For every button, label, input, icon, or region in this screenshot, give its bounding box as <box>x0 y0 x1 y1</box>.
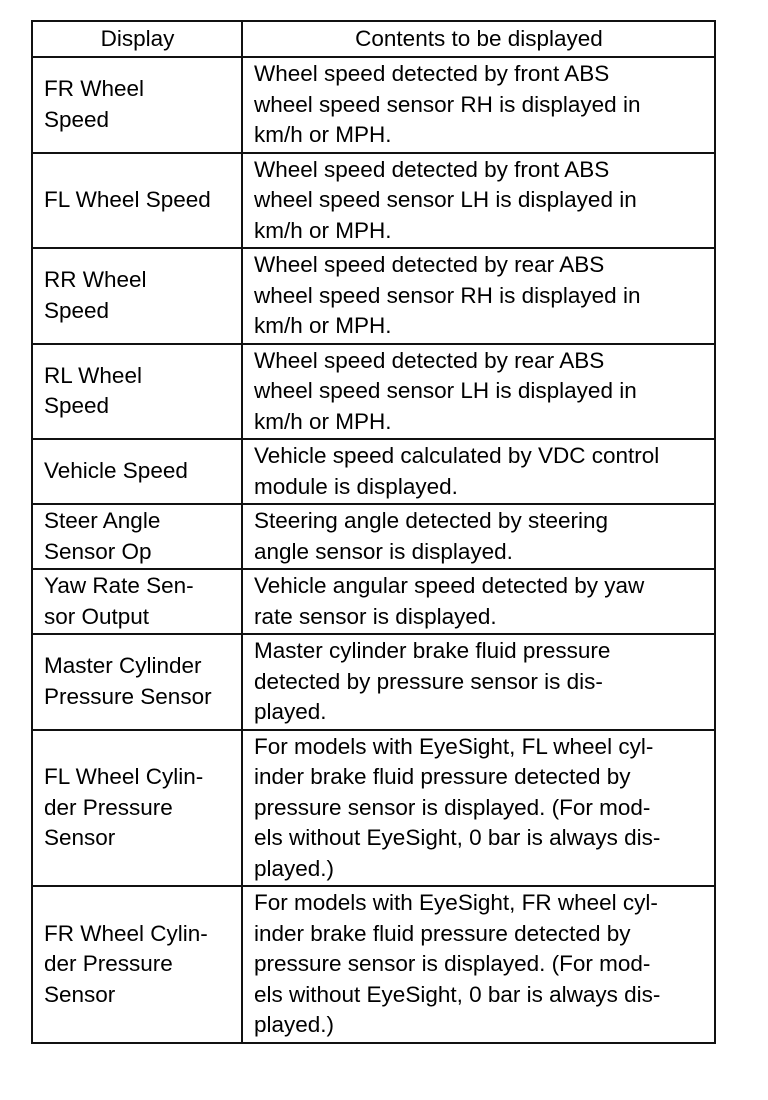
display-description: Vehicle angular speed detected by yaw rate sensor is displayed. <box>242 569 715 634</box>
display-description: Vehicle speed calculated by VDC control module is displayed. <box>242 439 715 504</box>
display-item: FL Wheel Cylin- der Pressure Sensor <box>32 730 242 887</box>
contents-column-header: Contents to be displayed <box>242 21 715 57</box>
data-display-table <box>31 20 716 1044</box>
display-description: Wheel speed detected by rear ABS wheel speed sensor RH is displayed in km/h or MPH. <box>242 248 715 344</box>
table-row <box>32 730 715 887</box>
table-row <box>32 153 715 249</box>
display-item: RR Wheel Speed <box>32 248 242 344</box>
table-row <box>32 569 715 634</box>
display-description: Wheel speed detected by front ABS wheel speed sensor LH is displayed in km/h or MPH. <box>242 153 715 249</box>
display-item: Vehicle Speed <box>32 439 242 504</box>
display-item: FR Wheel Cylin- der Pressure Sensor <box>32 886 242 1043</box>
table-row <box>32 248 715 344</box>
display-item: FL Wheel Speed <box>32 153 242 249</box>
table-row <box>32 886 715 1043</box>
table-header-row <box>32 21 715 57</box>
display-column-header: Display <box>32 21 242 57</box>
display-description: For models with EyeSight, FR wheel cyl- inder brake fluid pressure detected by pressure sensor is displayed. (For mod- els without EyeSight, 0 bar is always dis- played.) <box>242 886 715 1043</box>
display-description: Wheel speed detected by front ABS wheel speed sensor RH is displayed in km/h or MPH. <box>242 57 715 153</box>
display-description: Master cylinder brake fluid pressure detected by pressure sensor is dis- played. <box>242 634 715 730</box>
table-row <box>32 57 715 153</box>
display-description: For models with EyeSight, FL wheel cyl- inder brake fluid pressure detected by pressure sensor is displayed. (For mod- els without EyeSight, 0 bar is always dis- played.) <box>242 730 715 887</box>
display-item: RL Wheel Speed <box>32 344 242 440</box>
display-description: Wheel speed detected by rear ABS wheel speed sensor LH is displayed in km/h or MPH. <box>242 344 715 440</box>
display-item: Master Cylinder Pressure Sensor <box>32 634 242 730</box>
display-description: Steering angle detected by steering angle sensor is displayed. <box>242 504 715 569</box>
table-row <box>32 504 715 569</box>
display-item: FR Wheel Speed <box>32 57 242 153</box>
display-item: Steer Angle Sensor Op <box>32 504 242 569</box>
table-row <box>32 634 715 730</box>
table-row <box>32 439 715 504</box>
table-row <box>32 344 715 440</box>
display-item: Yaw Rate Sen- sor Output <box>32 569 242 634</box>
